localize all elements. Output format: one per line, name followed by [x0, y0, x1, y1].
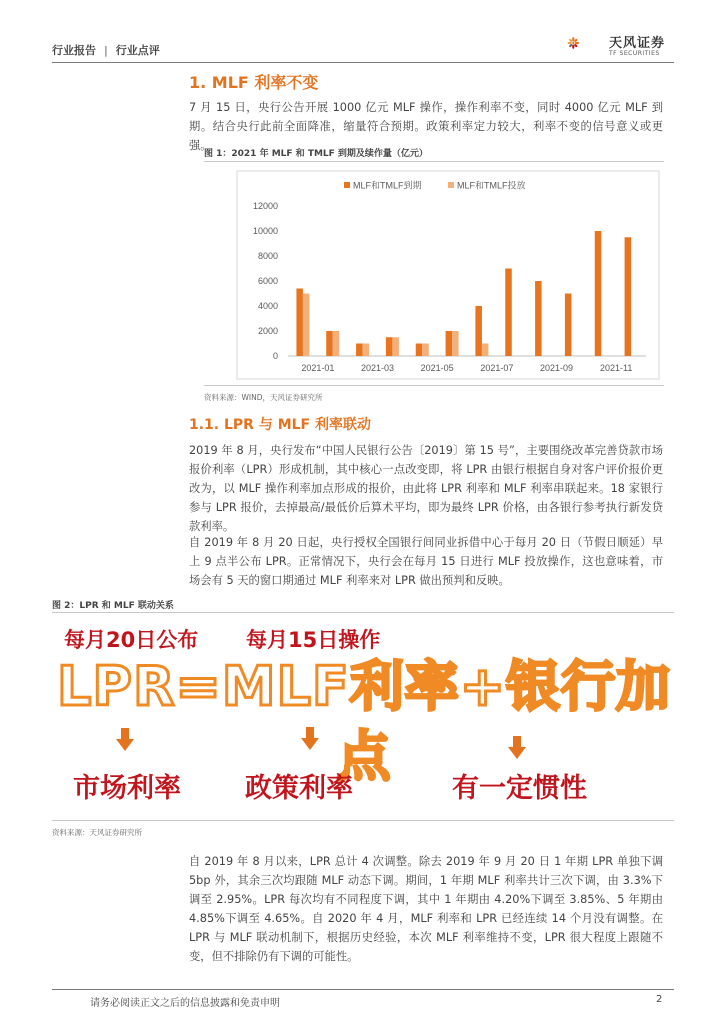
y-tick-label: 8000	[257, 251, 278, 261]
bar	[452, 331, 459, 356]
bar	[595, 231, 602, 356]
footer-divider	[52, 989, 674, 990]
y-tick-label: 6000	[257, 276, 278, 286]
figure-1-top-rule	[204, 161, 664, 162]
figure-1-title: 图 1：2021 年 MLF 和 TMLF 到期及续作量（亿元）	[204, 149, 428, 159]
label-publish-day: 每月20日公布	[64, 628, 199, 652]
header-divider	[52, 62, 674, 63]
figure-2-title: 图 2：LPR 和 MLF 联动关系	[52, 601, 174, 611]
header-section: 行业报告	[52, 44, 96, 57]
bar	[296, 289, 303, 357]
figure-1-bottom-rule	[204, 385, 664, 386]
bar-chart	[236, 170, 660, 380]
y-tick-label: 2000	[257, 326, 278, 336]
x-tick-label: 2021-05	[420, 363, 454, 373]
arrow-down-icon	[508, 736, 526, 760]
bar	[326, 331, 333, 356]
legend-label: MLF和TMLF投放	[457, 180, 526, 191]
term-inertia: 有一定惯性	[452, 773, 587, 804]
footer-disclaimer: 请务必阅读正文之后的信息披露和免责申明	[90, 998, 280, 1009]
bar	[416, 344, 423, 357]
section-1-1-paragraph-1	[189, 441, 663, 536]
bar	[303, 294, 310, 357]
figure-2-top-rule	[52, 612, 674, 613]
paragraph-text: 2019 年 8 月，央行发布“中国人民银行公告〔2019〕第 15 号”，主要围绕改革完善贷款市场报价利率（LPR）形成机制，其中核心一点改变即，将 LPR 由银行根据自身对客户评价报价更改为，以 MLF 操作利率加点形成的报价，由此将 LPR 利率和 MLF 利率串联起来。18 家银行参与 LPR 报价，去掉最高/最低价后算术平均，即为最终 LPR 价格，由各银行参考执行新发贷款利率。	[189, 444, 663, 533]
bar	[363, 344, 370, 357]
paragraph-text: 自 2019 年 8 月以来，LPR 总计 4 次调整。除去 2019 年 9 月 20 日 1 年期 LPR 单独下调 5bp 外，其余三次均跟随 MLF 动态下调。期间，1 年期 MLF 利率共计三次下调，由 3.3%下调至 2.95%。LPR 每次均有不同程度下调，其中 1 年期由 4.20%下调至 3.85%、5 年期由 4.85%下调至 4.65%。自 2020 年 4 月，MLF 利率和 LPR 已经连续 14 个月没有调整。在 LPR 与 MLF 联动机制下，根据历史经验，本次 MLF 利率维持不变，LPR 很大程度上跟随不变，但不排除仍有下调的可能性。	[189, 855, 663, 963]
brand-subtitle: TF SECURITIES	[609, 50, 660, 57]
legend-swatch	[448, 182, 454, 188]
y-tick-label: 10000	[252, 226, 278, 236]
bar	[392, 337, 399, 356]
x-tick-label: 2021-11	[599, 363, 633, 373]
bar	[475, 306, 482, 356]
label-operate-day: 每月15日操作	[246, 628, 381, 652]
legend-swatch	[344, 182, 350, 188]
y-tick-label: 4000	[257, 301, 278, 311]
x-tick-label: 2021-03	[360, 363, 395, 373]
brand-name: 天风证券	[609, 36, 666, 51]
tf-logo-icon	[566, 26, 606, 60]
bar	[446, 331, 453, 356]
term-policy-rate: 政策利率	[245, 773, 353, 804]
bar	[356, 344, 363, 357]
report-category	[52, 42, 160, 58]
bar	[422, 344, 429, 357]
figure-2-bottom-rule	[52, 820, 674, 821]
y-tick-label: 0	[272, 351, 278, 361]
bar	[505, 269, 512, 357]
page-number: 2	[656, 994, 663, 1005]
bar	[482, 344, 489, 357]
bar	[535, 281, 542, 356]
x-tick-label: 2021-01	[301, 363, 335, 373]
term-market-rate: 市场利率	[73, 773, 181, 804]
section-1-1-title: 1.1. LPR 与 MLF 利率联动	[189, 417, 371, 433]
section-1-title: 1. MLF 利率不变	[189, 73, 319, 92]
legend-label: MLF和TMLF到期	[353, 180, 422, 191]
paragraph-text: 自 2019 年 8 月 20 日起，央行授权全国银行间同业拆借中心于每月 20 日（节假日顺延）早上 9 点半公布 LPR。正常情况下，央行会在每月 15 日进行 MLF 投放操作，这也意味着，市场会有 5 天的窗口期通过 MLF 利率来对 LPR 做出预判和反映。	[189, 536, 663, 587]
bar	[625, 237, 632, 356]
x-tick-label: 2021-07	[480, 363, 514, 373]
bar	[386, 337, 393, 356]
arrow-down-icon	[301, 727, 319, 751]
bar	[333, 331, 340, 356]
y-tick-label: 12000	[252, 201, 278, 211]
arrow-down-icon	[116, 728, 134, 752]
header-separator: |	[103, 44, 108, 57]
x-tick-label: 2021-09	[539, 363, 574, 373]
figure-2-source: 资料来源：天风证券研究所	[52, 828, 142, 837]
figure-1-source: 资料来源：WIND，天风证券研究所	[204, 393, 323, 402]
header-subsection: 行业点评	[115, 44, 160, 57]
closing-paragraph	[189, 852, 663, 966]
section-1-1-paragraph-2	[189, 533, 663, 590]
lpr-formula: LPR=MLF利率+银行加点	[56, 655, 672, 788]
paragraph-text: 7 月 15 日，央行公告开展 1000 亿元 MLF 操作，操作利率不变，同时 4000 亿元 MLF 到期。结合央行此前全面降准，缩量符合预期。政策利率定力较大，利率不变的信号意义或更强。	[189, 101, 663, 152]
bar	[565, 294, 572, 357]
